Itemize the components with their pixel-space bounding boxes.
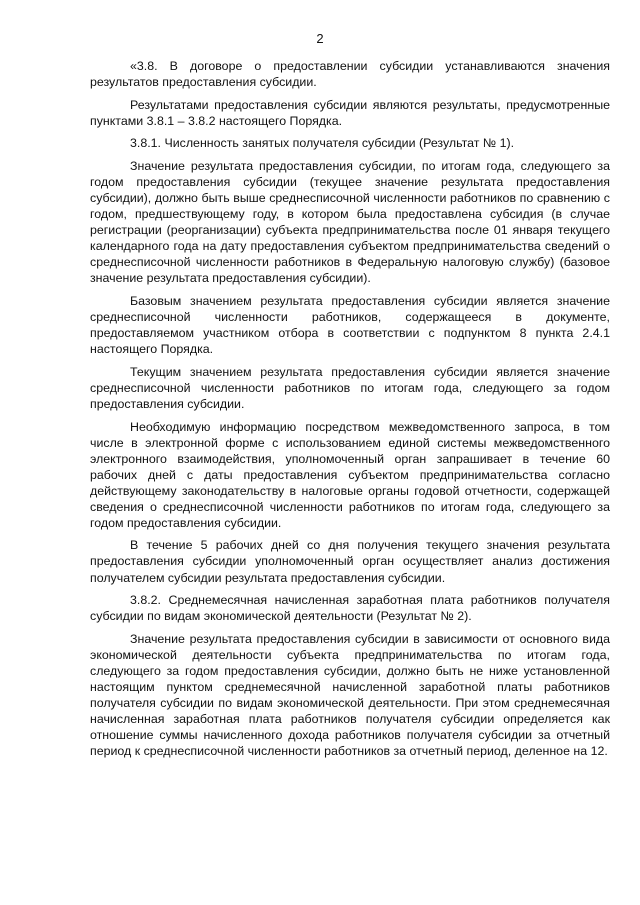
paragraph-interagency-request: Необходимую информацию посредством межведомственного запроса, в том числе в электронной форме с использованием единой системы межведомственного электронного взаимодействия, уполномоченный орган запрашивает в течение 60 рабочих дней с даты предоставления субъектом предпринимательства согласно действующему законодательству в налоговые органы годовой отчетности, содержащей сведения о среднесписочной численности работников по итогам года, следующего за годом предоставления субсидии.: [90, 419, 610, 530]
paragraph-base-value: Базовым значением результата предоставления субсидии является значение среднесписочной численности работников, содержащееся в документе, предоставляемом участником отбора в соответствии с подпунктом 8 пункта 2.4.1 настоящего Порядка.: [90, 293, 610, 357]
paragraph-current-value: Текущим значением результата предоставления субсидии является значение среднесписочной численности работников по итогам года, следующего за годом предоставления субсидии.: [90, 364, 610, 411]
page-number: 2: [316, 31, 324, 46]
paragraph-3-8-intro: «3.8. В договоре о предоставлении субсидии устанавливаются значения результатов предоставления субсидии.: [90, 59, 610, 90]
paragraph-results-definition: Результатами предоставления субсидии являются результаты, предусмотренные пунктами 3.8.1 – 3.8.2 настоящего Порядка.: [90, 97, 610, 128]
paragraph-3-8-2-heading: 3.8.2. Среднемесячная начисленная заработная плата работников получателя субсидии по видам экономической деятельности (Результат № 2).: [90, 593, 610, 624]
paragraph-analysis-deadline: В течение 5 рабочих дней со дня получения текущего значения результата предоставления субсидии уполномоченный орган осуществляет анализ достижения получателем субсидии результата предоставления субсидии.: [90, 538, 610, 585]
paragraph-result-2-value: Значение результата предоставления субсидии в зависимости от основного вида экономической деятельности субъекта предпринимательства по итогам года, следующего за годом предоставления субсидии, должно быть не ниже установленной настоящим пунктом среднемесячной начисленной заработной платы работников получателя субсидии по видам экономической деятельности. При этом среднемесячная начисленная заработная плата работников получателя субсидии определяется как отношение суммы начисленного дохода работников получателя субсидии за отчетный период к среднесписочной численности работников за отчетный период, деленное на 12.: [90, 631, 610, 759]
document-body: [90, 58, 610, 766]
paragraph-result-1-value: Значение результата предоставления субсидии, по итогам года, следующего за годом предоставления субсидии (текущее значение результата предоставления субсидии), должно быть выше среднесписочной численности работников по сравнению с годом, предшествующему году, в котором была предоставлена субсидия (в случае регистрации (реорганизации) субъекта предпринимательства после 01 января текущего календарного года на дату предоставления субъектом предпринимательства сведений о среднесписочной численности работников в Федеральную налоговую службу) (базовое значение результата предоставления субсидии).: [90, 159, 610, 286]
paragraph-3-8-1-heading: 3.8.1. Численность занятых получателя субсидии (Результат № 1).: [130, 136, 515, 151]
